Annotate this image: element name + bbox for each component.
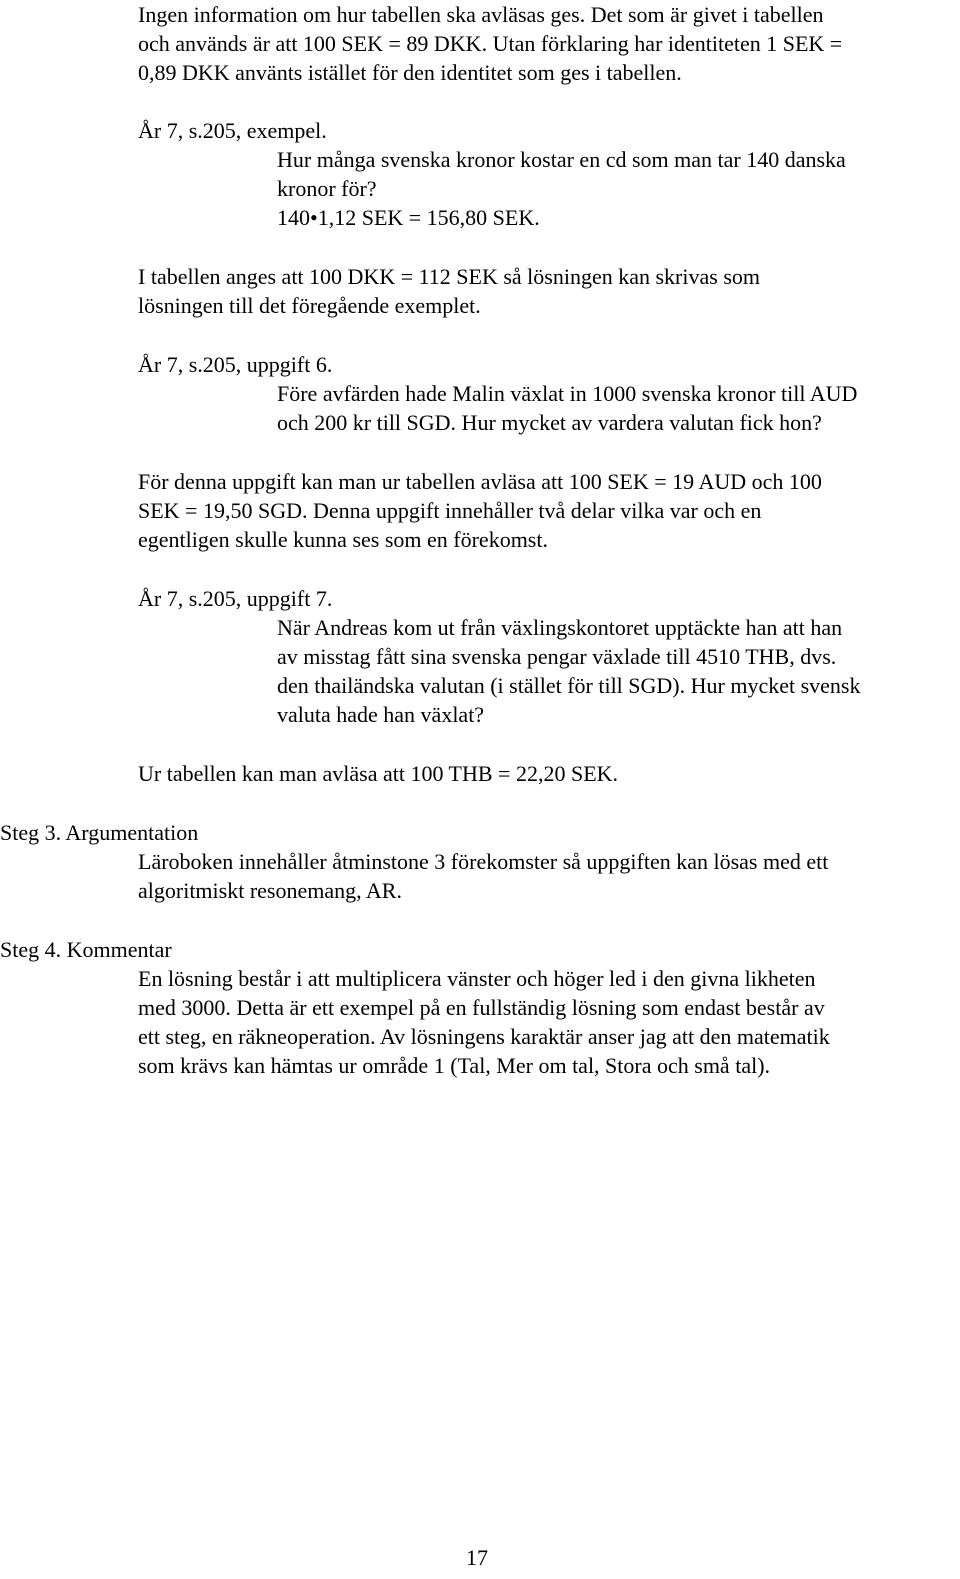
step-4-heading: Steg 4. Kommentar bbox=[0, 937, 172, 962]
step-4-body-line-4: som krävs kan hämtas ur område 1 (Tal, Mer om tal, Stora och små tal). bbox=[138, 1053, 771, 1078]
task-6-comment-line-1: För denna uppgift kan man ur tabellen avläsa att 100 SEK = 19 AUD och 100 bbox=[138, 469, 822, 494]
example-1-comment-line-2: lösningen till det föregående exemplet. bbox=[138, 293, 481, 318]
task-6-comment-line-3: egentligen skulle kunna ses som en förekomst. bbox=[138, 527, 548, 552]
step-3-body-line-1: Läroboken innehåller åtminstone 3 förekomster så uppgiften kan lösas med ett bbox=[138, 849, 829, 874]
example-1-comment-line-1: I tabellen anges att 100 DKK = 112 SEK så lösningen kan skrivas som bbox=[138, 264, 760, 289]
example-1-calculation: 140•1,12 SEK = 156,80 SEK. bbox=[277, 205, 540, 230]
intro-line-1: Ingen information om hur tabellen ska avläsas ges. Det som är givet i tabellen bbox=[138, 2, 824, 27]
task-7-reference: År 7, s.205, uppgift 7. bbox=[138, 586, 333, 611]
task-7-question-line-3: den thailändska valutan (i stället för till SGD). Hur mycket svensk bbox=[277, 673, 861, 698]
example-1-question-line-2: kronor för? bbox=[277, 176, 377, 201]
task-6-question-line-1: Före avfärden hade Malin växlat in 1000 svenska kronor till AUD bbox=[277, 381, 858, 406]
step-3-heading: Steg 3. Argumentation bbox=[0, 820, 199, 845]
step-4-body-line-2: med 3000. Detta är ett exempel på en fullständig lösning som endast består av bbox=[138, 995, 825, 1020]
example-1-question-line-1: Hur många svenska kronor kostar en cd som man tar 140 danska bbox=[277, 147, 846, 172]
task-7-question-line-4: valuta hade han växlat? bbox=[277, 702, 485, 727]
task-6-question-line-2: och 200 kr till SGD. Hur mycket av vardera valutan fick hon? bbox=[277, 410, 822, 435]
task-6-comment-line-2: SEK = 19,50 SGD. Denna uppgift innehåller två delar vilka var och en bbox=[138, 498, 762, 523]
step-4-body-line-3: ett steg, en räkneoperation. Av lösningens karaktär anser jag att den matematik bbox=[138, 1024, 830, 1049]
page-number: 17 bbox=[466, 1545, 488, 1570]
task-7-question-line-2: av misstag fått sina svenska pengar växlade till 4510 THB, dvs. bbox=[277, 644, 837, 669]
task-7-comment-line-1: Ur tabellen kan man avläsa att 100 THB = 22,20 SEK. bbox=[138, 761, 619, 786]
task-6-reference: År 7, s.205, uppgift 6. bbox=[138, 352, 333, 377]
step-4-body-line-1: En lösning består i att multiplicera vänster och höger led i den givna likheten bbox=[138, 966, 816, 991]
intro-line-2: och används är att 100 SEK = 89 DKK. Utan förklaring har identiteten 1 SEK = bbox=[138, 31, 843, 56]
step-3-body-line-2: algoritmiskt resonemang, AR. bbox=[138, 878, 402, 903]
example-1-reference: År 7, s.205, exempel. bbox=[138, 118, 327, 143]
task-7-question-line-1: När Andreas kom ut från växlingskontoret upptäckte han att han bbox=[277, 615, 843, 640]
intro-line-3: 0,89 DKK använts istället för den identitet som ges i tabellen. bbox=[138, 60, 682, 85]
